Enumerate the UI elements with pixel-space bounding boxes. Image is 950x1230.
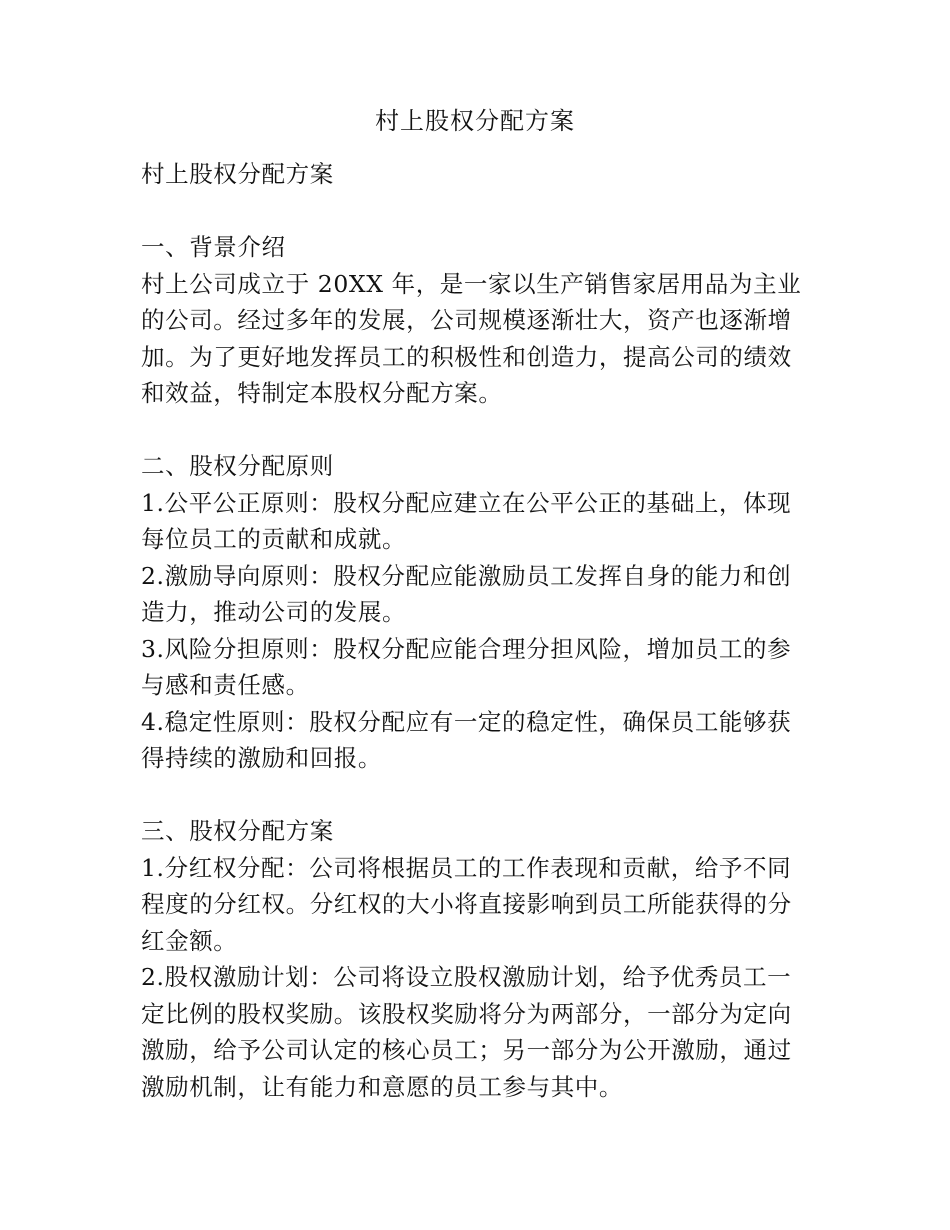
paragraph-line: 的公司。经过多年的发展，公司规模逐渐壮大，资产也逐渐增 [141,306,792,334]
paragraph-gap [141,193,813,230]
paragraph-line: 每位员工的贡献和成就。 [141,525,407,553]
paragraph-line: 与感和责任感。 [141,671,310,699]
paragraph-line: 4.稳定性原则：股权分配应有一定的稳定性，确保员工能够获 [141,707,792,736]
paragraph-line: 2.股权激励计划：公司将设立股权激励计划，给予优秀员工一 [141,963,792,991]
paragraph-line: 红金额。 [141,926,238,955]
paragraph-gap [141,777,813,814]
paragraph-line: 村上公司成立于 20XX 年，是一家以生产销售家居用品为主业 [141,269,802,298]
section-heading-plan: 三、股权分配方案 [141,817,334,845]
paragraph-line: 程度的分红权。分红权的大小将直接影响到员工所能获得的分 [141,890,792,918]
paragraph-line: 加。为了更好地发挥员工的积极性和创造力，提高公司的绩效 [141,342,792,371]
document-title: 村上股权分配方案 [375,107,575,135]
section-heading-principles: 二、股权分配原则 [141,452,334,480]
paragraph-line: 1.分红权分配：公司将根据员工的工作表现和贡献，给予不同 [141,853,792,882]
paragraph-line: 和效益，特制定本股权分配方案。 [141,379,503,407]
section-heading-background: 一、背景介绍 [141,233,286,261]
document-body [141,156,813,1105]
paragraph-gap [141,412,813,449]
paragraph-line: 激励，给予公司认定的核心员工；另一部分为公开激励，通过 [141,1036,792,1064]
paragraph-line: 3.风险分担原则：股权分配应能合理分担风险，增加员工的参 [141,634,792,663]
document-subtitle: 村上股权分配方案 [141,160,334,188]
paragraph-line: 得持续的激励和回报。 [141,744,382,772]
paragraph-line: 造力，推动公司的发展。 [141,598,407,626]
paragraph-line: 2.激励导向原则：股权分配应能激励员工发挥自身的能力和创 [141,561,792,590]
paragraph-line: 激励机制，让有能力和意愿的员工参与其中。 [141,1072,623,1101]
paragraph-line: 1.公平公正原则：股权分配应建立在公平公正的基础上，体现 [141,488,792,517]
paragraph-line: 定比例的股权奖励。该股权奖励将分为两部分，一部分为定向 [141,999,792,1028]
